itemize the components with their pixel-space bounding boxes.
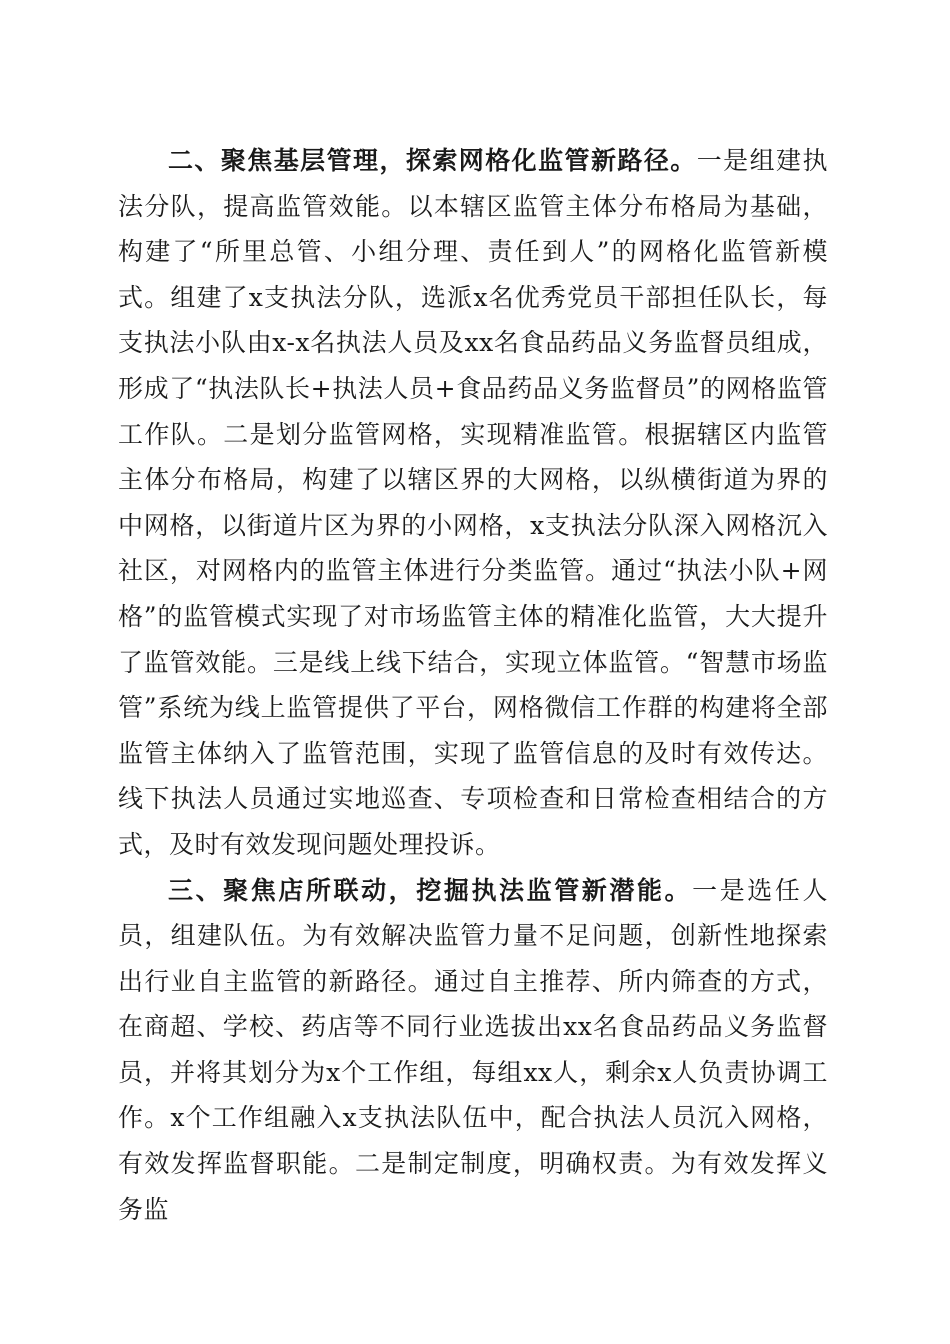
section-paragraph-2 [118, 138, 828, 868]
section-body-2: 一是组建执法分队，提高监管效能。以本辖区监管主体分布格局为基础，构建了“所里总管、小组分理、责任到人”的网格化监管新模式。组建了x支执法分队，选派x名优秀党员干部担任队长，每支执法小队由x-x名执法人员及xx名食品药品义务监督员组成，形成了“执法队长+执法人员+食品药品义务监督员”的网格监管工作队。二是划分监管网格，实现精准监管。根据辖区内监管主体分布格局，构建了以辖区界的大网格，以纵横街道为界的中网格，以街道片区为界的小网格，x支执法分队深入网格沉入社区，对网格内的监管主体进行分类监管。通过“执法小队+网格”的监管模式实现了对市场监管主体的精准化监管，大大提升了监管效能。三是线上线下结合，实现立体监管。“智慧市场监管”系统为线上监管提供了平台，网格微信工作群的构建将全部监管主体纳入了监管范围，实现了监管信息的及时有效传达。线下执法人员通过实地巡查、专项检查和日常检查相结合的方式，及时有效发现问题处理投诉。 [118, 146, 828, 859]
document-body [118, 138, 828, 1232]
section-heading-3: 三、聚焦店所联动，挖掘执法监管新潜能。 [168, 875, 693, 905]
section-paragraph-3 [118, 868, 828, 1233]
section-heading-2: 二、聚焦基层管理，探索网格化监管新路径。 [168, 146, 697, 175]
section-body-3: 一是选任人员，组建队伍。为有效解决监管力量不足问题，创新性地探索出行业自主监管的新路径。通过自主推荐、所内筛查的方式，在商超、学校、药店等不同行业选拔出xx名食品药品义务监督员，并将其划分为x个工作组，每组xx人，剩余x人负责协调工作。x个工作组融入x支执法队伍中，配合执法人员沉入网格，有效发挥监督职能。二是制定制度，明确权责。为有效发挥义务监 [118, 875, 828, 1224]
